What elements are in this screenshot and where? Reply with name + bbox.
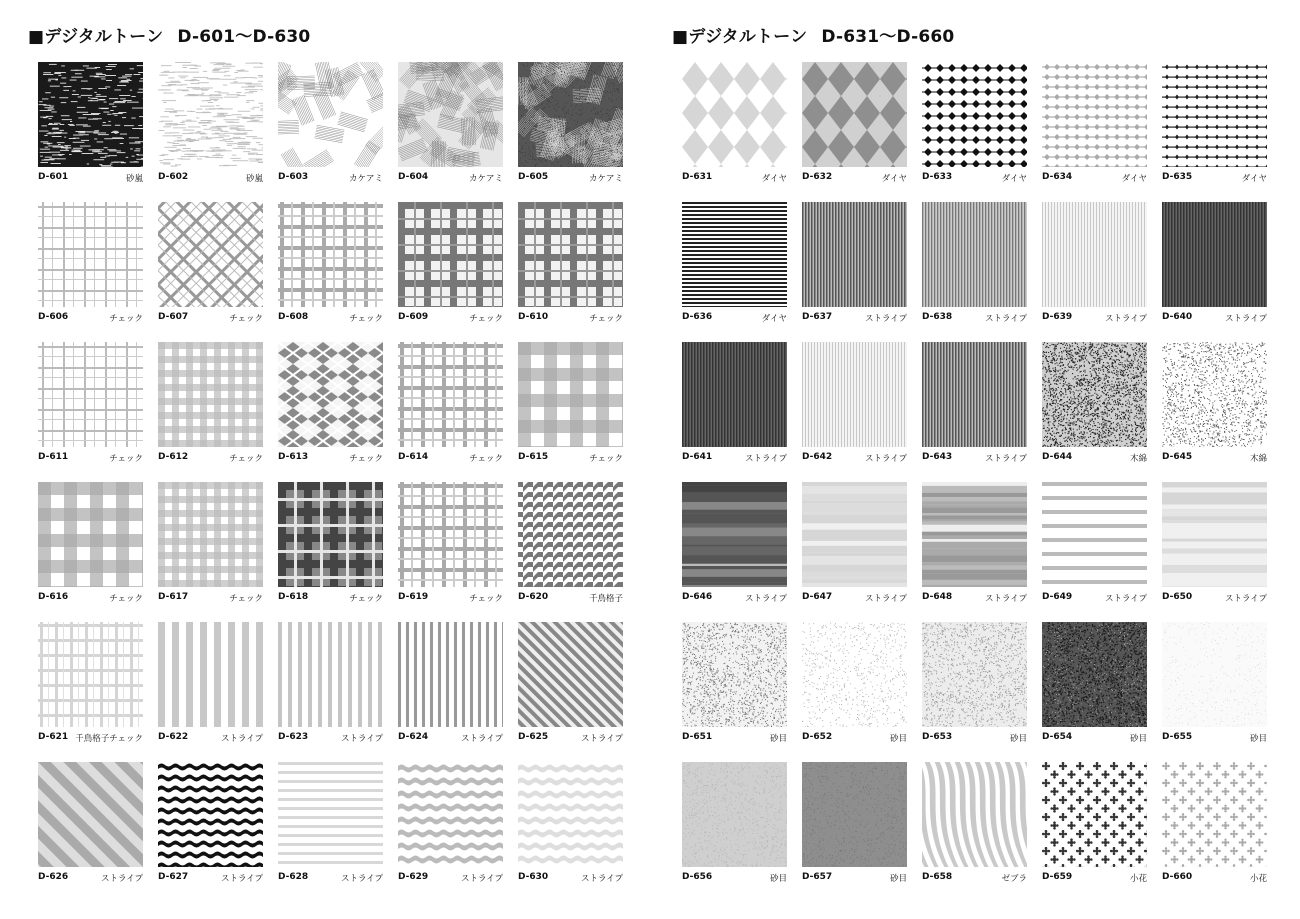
tone-code: D-607 xyxy=(158,312,189,322)
tone-pattern-image xyxy=(682,62,787,167)
tone-pattern-image xyxy=(682,482,787,587)
tone-pattern-image xyxy=(1042,62,1147,167)
tone-code: D-601 xyxy=(38,172,69,182)
tone-swatch xyxy=(38,202,143,326)
tone-code: D-627 xyxy=(158,872,189,882)
heading-title: ■デジタルトーン xyxy=(28,27,164,47)
tone-code: D-615 xyxy=(518,452,549,462)
tone-label: ストライプ xyxy=(221,874,263,884)
tone-pattern-image xyxy=(802,622,907,727)
tone-code: D-621 xyxy=(38,732,69,742)
tone-swatch xyxy=(1042,202,1147,326)
tone-label: ストライプ xyxy=(101,874,143,884)
tone-label: 砂嵐 xyxy=(245,174,263,184)
tone-swatch xyxy=(802,482,907,606)
tone-swatch xyxy=(802,342,907,466)
tone-code: D-651 xyxy=(682,732,713,742)
heading-range: D-631～D-660 xyxy=(821,27,955,47)
section-heading xyxy=(28,22,310,47)
tone-pattern-image xyxy=(158,202,263,307)
tone-code: D-647 xyxy=(802,592,833,602)
tone-label: ストライプ xyxy=(461,874,503,884)
tone-pattern-image xyxy=(158,622,263,727)
tone-pattern-image xyxy=(518,762,623,867)
tone-label: ストライプ xyxy=(341,874,383,884)
tone-code: D-629 xyxy=(398,872,429,882)
tone-label: チェック xyxy=(349,454,383,464)
tone-pattern-image xyxy=(802,342,907,447)
tone-swatch xyxy=(518,762,623,886)
tone-pattern-image xyxy=(1162,342,1267,447)
tone-pattern-image xyxy=(518,482,623,587)
tone-swatch xyxy=(682,762,787,886)
tone-code: D-642 xyxy=(802,452,833,462)
tone-swatch xyxy=(398,762,503,886)
tone-swatch xyxy=(1042,622,1147,746)
tone-label: ダイヤ xyxy=(881,174,907,184)
tone-label: ダイヤ xyxy=(1121,174,1147,184)
tone-label: チェック xyxy=(589,454,623,464)
tone-code: D-632 xyxy=(802,172,833,182)
tone-pattern-image xyxy=(278,622,383,727)
tone-label: ゼブラ xyxy=(1001,874,1027,884)
tone-pattern-image xyxy=(278,762,383,867)
tone-pattern-image xyxy=(38,482,143,587)
tone-code: D-648 xyxy=(922,592,953,602)
tone-label: 小花 xyxy=(1129,874,1147,884)
tone-code: D-645 xyxy=(1162,452,1193,462)
tone-code: D-649 xyxy=(1042,592,1073,602)
tone-swatch xyxy=(398,482,503,606)
catalog-panel-left xyxy=(28,0,628,919)
tone-pattern-image xyxy=(278,482,383,587)
tone-swatch xyxy=(38,62,143,186)
tone-label: チェック xyxy=(469,314,503,324)
tone-pattern-image xyxy=(278,342,383,447)
tone-label: ストライプ xyxy=(1105,594,1147,604)
tone-pattern-image xyxy=(682,202,787,307)
tone-label: ストライプ xyxy=(341,734,383,744)
tone-pattern-image xyxy=(802,62,907,167)
tone-swatch xyxy=(518,482,623,606)
tone-pattern-image xyxy=(922,202,1027,307)
tone-swatch xyxy=(802,622,907,746)
tone-swatch xyxy=(1042,762,1147,886)
tone-swatch xyxy=(518,622,623,746)
tone-pattern-image xyxy=(922,622,1027,727)
tone-swatch xyxy=(1042,62,1147,186)
tone-label: カケアミ xyxy=(468,174,503,184)
tone-swatch xyxy=(1162,622,1267,746)
tone-label: ストライプ xyxy=(1105,314,1147,324)
tone-swatch xyxy=(922,202,1027,326)
tone-pattern-image xyxy=(398,762,503,867)
tone-label: 砂目 xyxy=(1249,734,1267,744)
tone-code: D-618 xyxy=(278,592,309,602)
tone-pattern-image xyxy=(158,482,263,587)
tone-pattern-image xyxy=(1042,482,1147,587)
tone-code: D-630 xyxy=(518,872,549,882)
tone-code: D-608 xyxy=(278,312,309,322)
tone-code: D-610 xyxy=(518,312,549,322)
heading-range: D-601～D-630 xyxy=(177,27,311,47)
tone-code: D-624 xyxy=(398,732,429,742)
tone-code: D-612 xyxy=(158,452,189,462)
section-heading xyxy=(672,22,954,47)
tone-code: D-637 xyxy=(802,312,833,322)
tone-pattern-image xyxy=(38,62,143,167)
tone-code: D-602 xyxy=(158,172,189,182)
tone-pattern-image xyxy=(398,202,503,307)
tone-pattern-image xyxy=(1162,62,1267,167)
tone-swatch xyxy=(158,202,263,326)
tone-swatch xyxy=(1162,62,1267,186)
tone-label: ストライプ xyxy=(1225,314,1267,324)
tone-pattern-image xyxy=(1162,622,1267,727)
tone-pattern-image xyxy=(1162,482,1267,587)
tone-label: ストライプ xyxy=(581,874,623,884)
tone-label: 小花 xyxy=(1249,874,1267,884)
tone-pattern-image xyxy=(158,762,263,867)
tone-swatch xyxy=(398,202,503,326)
tone-swatch xyxy=(518,342,623,466)
tone-label: 砂目 xyxy=(1009,734,1027,744)
tone-label: ストライプ xyxy=(985,454,1027,464)
tone-swatch xyxy=(1162,342,1267,466)
tone-label: チェック xyxy=(349,594,383,604)
tone-pattern-image xyxy=(278,202,383,307)
tone-label: 千鳥格子チェック xyxy=(75,734,143,744)
tone-swatch xyxy=(922,762,1027,886)
tone-swatch xyxy=(802,202,907,326)
tone-swatch xyxy=(38,622,143,746)
tone-label: ダイヤ xyxy=(761,174,787,184)
tone-label: ストライプ xyxy=(221,734,263,744)
tone-code: D-609 xyxy=(398,312,429,322)
tone-pattern-image xyxy=(802,762,907,867)
tone-label: ストライプ xyxy=(865,454,907,464)
tone-code: D-626 xyxy=(38,872,69,882)
tone-label: ストライプ xyxy=(1225,594,1267,604)
tone-pattern-image xyxy=(1162,762,1267,867)
tone-code: D-655 xyxy=(1162,732,1193,742)
tone-pattern-image xyxy=(518,622,623,727)
tone-code: D-652 xyxy=(802,732,833,742)
tone-code: D-603 xyxy=(278,172,309,182)
tone-pattern-image xyxy=(1042,762,1147,867)
tone-label: チェック xyxy=(109,314,143,324)
tone-swatch xyxy=(682,62,787,186)
tone-pattern-image xyxy=(922,762,1027,867)
tone-code: D-620 xyxy=(518,592,549,602)
tone-swatch xyxy=(158,342,263,466)
tone-label: 砂目 xyxy=(1129,734,1147,744)
tone-label: ダイヤ xyxy=(1001,174,1027,184)
tone-code: D-623 xyxy=(278,732,309,742)
tone-code: D-617 xyxy=(158,592,189,602)
tone-swatch xyxy=(922,342,1027,466)
tone-pattern-image xyxy=(518,202,623,307)
tone-label: 砂目 xyxy=(769,874,787,884)
tone-pattern-image xyxy=(1162,202,1267,307)
tone-code: D-657 xyxy=(802,872,833,882)
tone-code: D-653 xyxy=(922,732,953,742)
tone-swatch xyxy=(278,482,383,606)
tone-label: チェック xyxy=(469,454,503,464)
tone-label: ダイヤ xyxy=(1241,174,1267,184)
tone-label: ストライプ xyxy=(985,594,1027,604)
tone-swatch xyxy=(38,762,143,886)
tone-code: D-658 xyxy=(922,872,953,882)
tone-code: D-616 xyxy=(38,592,69,602)
tone-pattern-image xyxy=(38,342,143,447)
tone-pattern-image xyxy=(38,622,143,727)
tone-swatch xyxy=(278,202,383,326)
tone-code: D-656 xyxy=(682,872,713,882)
tone-pattern-image xyxy=(1042,622,1147,727)
tone-code: D-660 xyxy=(1162,872,1193,882)
tone-swatch xyxy=(398,342,503,466)
tone-swatch xyxy=(158,622,263,746)
tone-pattern-image xyxy=(802,482,907,587)
tone-pattern-image xyxy=(518,342,623,447)
tone-pattern-image xyxy=(398,622,503,727)
tone-pattern-image xyxy=(518,62,623,167)
tone-code: D-640 xyxy=(1162,312,1193,322)
tone-label: ストライプ xyxy=(461,734,503,744)
tone-swatch xyxy=(158,762,263,886)
tone-code: D-605 xyxy=(518,172,549,182)
tone-swatch xyxy=(278,622,383,746)
tone-pattern-image xyxy=(682,342,787,447)
tone-pattern-image xyxy=(398,482,503,587)
tone-code: D-622 xyxy=(158,732,189,742)
tone-swatch xyxy=(398,622,503,746)
tone-label: ストライプ xyxy=(745,594,787,604)
tone-label: 木綿 xyxy=(1249,454,1267,464)
tone-swatch xyxy=(518,62,623,186)
tone-pattern-image xyxy=(278,62,383,167)
tone-pattern-image xyxy=(682,762,787,867)
tone-swatch xyxy=(1162,762,1267,886)
tone-label: チェック xyxy=(109,454,143,464)
tone-swatch xyxy=(802,62,907,186)
tone-swatch xyxy=(802,762,907,886)
tone-code: D-641 xyxy=(682,452,713,462)
tone-swatch xyxy=(682,342,787,466)
tone-label: チェック xyxy=(349,314,383,324)
tone-pattern-image xyxy=(398,62,503,167)
tone-label: ダイヤ xyxy=(761,314,787,324)
heading-title: ■デジタルトーン xyxy=(672,27,808,47)
tone-swatch xyxy=(518,202,623,326)
tone-pattern-image xyxy=(38,762,143,867)
tone-label: ストライプ xyxy=(581,734,623,744)
tone-code: D-611 xyxy=(38,452,69,462)
tone-code: D-646 xyxy=(682,592,713,602)
tone-code: D-604 xyxy=(398,172,429,182)
tone-code: D-631 xyxy=(682,172,713,182)
tone-code: D-634 xyxy=(1042,172,1073,182)
tone-code: D-636 xyxy=(682,312,713,322)
tone-label: 砂嵐 xyxy=(125,174,143,184)
tone-label: ストライプ xyxy=(865,594,907,604)
tone-label: 千鳥格子 xyxy=(588,594,623,604)
tone-pattern-image xyxy=(922,342,1027,447)
tone-swatch xyxy=(682,482,787,606)
tone-swatch xyxy=(682,202,787,326)
tone-label: チェック xyxy=(589,314,623,324)
tone-pattern-image xyxy=(802,202,907,307)
tone-label: チェック xyxy=(469,594,503,604)
tone-label: ストライプ xyxy=(865,314,907,324)
tone-pattern-image xyxy=(158,342,263,447)
tone-swatch xyxy=(1042,342,1147,466)
tone-code: D-644 xyxy=(1042,452,1073,462)
tone-pattern-image xyxy=(1042,202,1147,307)
tone-label: ストライプ xyxy=(745,454,787,464)
tone-code: D-613 xyxy=(278,452,309,462)
tone-label: チェック xyxy=(229,594,263,604)
tone-code: D-643 xyxy=(922,452,953,462)
tone-code: D-638 xyxy=(922,312,953,322)
tone-label: チェック xyxy=(229,314,263,324)
tone-swatch xyxy=(922,622,1027,746)
tone-label: カケアミ xyxy=(588,174,623,184)
tone-swatch xyxy=(682,622,787,746)
tone-swatch xyxy=(158,482,263,606)
tone-label: ストライプ xyxy=(985,314,1027,324)
tone-swatch xyxy=(1162,202,1267,326)
tone-code: D-619 xyxy=(398,592,429,602)
tone-code: D-659 xyxy=(1042,872,1073,882)
tone-swatch xyxy=(922,482,1027,606)
tone-pattern-image xyxy=(922,62,1027,167)
tone-swatch xyxy=(1162,482,1267,606)
tone-code: D-639 xyxy=(1042,312,1073,322)
tone-label: チェック xyxy=(229,454,263,464)
tone-swatch xyxy=(1042,482,1147,606)
tone-code: D-635 xyxy=(1162,172,1193,182)
tone-label: 砂目 xyxy=(769,734,787,744)
tone-code: D-654 xyxy=(1042,732,1073,742)
tone-swatch xyxy=(278,62,383,186)
tone-code: D-606 xyxy=(38,312,69,322)
tone-code: D-625 xyxy=(518,732,549,742)
tone-code: D-633 xyxy=(922,172,953,182)
tone-code: D-650 xyxy=(1162,592,1193,602)
tone-pattern-image xyxy=(682,622,787,727)
tone-swatch xyxy=(922,62,1027,186)
tone-swatch xyxy=(278,342,383,466)
catalog-panel-right xyxy=(672,0,1272,919)
tone-label: チェック xyxy=(109,594,143,604)
tone-pattern-image xyxy=(38,202,143,307)
tone-code: D-614 xyxy=(398,452,429,462)
tone-label: 砂目 xyxy=(889,874,907,884)
tone-code: D-628 xyxy=(278,872,309,882)
tone-swatch xyxy=(158,62,263,186)
tone-pattern-image xyxy=(922,482,1027,587)
tone-swatch xyxy=(38,342,143,466)
tone-swatch xyxy=(278,762,383,886)
tone-pattern-image xyxy=(398,342,503,447)
tone-swatch xyxy=(398,62,503,186)
tone-label: カケアミ xyxy=(348,174,383,184)
tone-pattern-image xyxy=(1042,342,1147,447)
tone-label: 砂目 xyxy=(889,734,907,744)
tone-swatch xyxy=(38,482,143,606)
tone-label: 木綿 xyxy=(1129,454,1147,464)
tone-pattern-image xyxy=(158,62,263,167)
